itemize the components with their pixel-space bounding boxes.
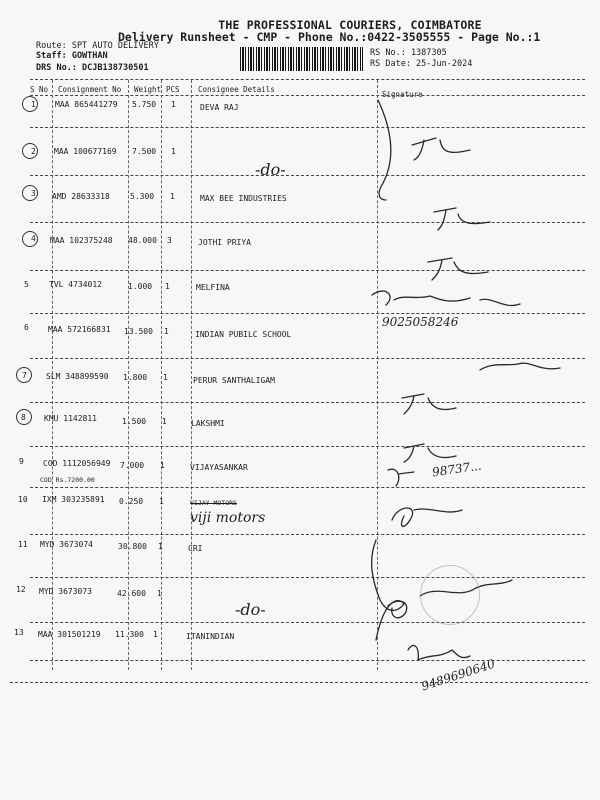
col-consignee: Consignee Details [198,85,275,94]
row-consignee: JOTHI PRIYA [198,238,251,247]
row-consignment: MAA 102375248 [50,236,113,245]
row-consignee-struck: VIJAY MOTORS [190,499,237,507]
row-consignee: MAX BEE INDUSTRIES [200,194,287,203]
row-pcs: 1 [165,282,170,291]
row-sno: 11 [18,540,28,549]
row-weight: 5.750 [132,100,157,109]
row-sno: 13 [14,628,24,637]
row-pcs: 1 [157,589,162,598]
row-sno: 5 [24,280,29,289]
row-sno: 4 [31,234,36,243]
row-consignment: AMD 28633318 [52,192,110,201]
row-weight: 7.500 [132,147,157,156]
row-sno: 6 [24,323,29,332]
col-pcs: PCS [166,85,180,94]
handwritten-phone: 98737... [431,458,483,480]
row-consignment: MAA 572166831 [48,325,111,334]
col-weight: Weight [134,85,162,94]
row-weight: 5.300 [130,192,155,201]
row-sno: 10 [18,495,28,504]
row-pcs: 1 [163,373,168,382]
row-weight: 42.600 [117,589,146,598]
row-consignee: ITANINDIAN [186,632,235,641]
row-weight: 1.800 [123,373,148,382]
row-weight: 13.500 [124,327,153,336]
row-consignment: KMU 1142811 [44,414,97,423]
row-consignee: DEVA RAJ [200,103,239,112]
row-consignee: PERUR SANTHALIGAM [193,376,275,385]
handwritten-phone: 9489690640 [419,656,497,694]
row-consignee: VIJAYASANKAR [190,463,248,472]
row-consignment: MYD 3673073 [39,587,92,596]
col-consignment: Consignment No [58,85,122,94]
row-sno: 2 [31,147,36,156]
handwritten-correction: viji motors [190,510,266,526]
row-pcs: 1 [171,100,176,109]
row-pcs: 1 [160,461,165,470]
col-signature: Signature [382,90,423,99]
row-sno: 3 [31,189,36,198]
rs-number: RS No.: 1387305 [370,48,447,58]
drs-number: DRS No.: DCJB138730501 [36,63,149,73]
row-consignee: INDIAN PUBILC SCHOOL [195,330,292,339]
row-weight: 1.000 [128,282,153,291]
row-pcs: 3 [167,236,172,245]
row-consignment: MYD 3673074 [40,540,93,549]
row-pcs: 1 [158,542,163,551]
row-weight: 48.000 [128,236,157,245]
row-pcs: 1 [159,497,164,506]
row-sno: 12 [16,585,26,594]
row-consignee: LAKSHMI [191,419,225,428]
handwritten-phone: 9025058246 [382,315,459,329]
row-sno: 7 [22,371,27,380]
ditto-mark: -do- [255,160,286,179]
row-weight: 7.000 [120,461,145,470]
row-sno: 1 [31,100,36,109]
col-sno: S No [30,85,49,94]
row-pcs: 1 [162,417,167,426]
row-consignee: MELFINA [196,283,230,292]
row-pcs: 1 [171,147,176,156]
cod-amount: COD Rs.7200.00 [40,476,95,484]
row-consignment: TVL 4734012 [49,280,102,289]
row-weight: 30.800 [118,542,147,551]
row-sno: 9 [19,457,24,466]
rs-date: RS Date: 25-Jun-2024 [370,59,473,69]
row-weight: 1.500 [122,417,147,426]
route-label: Route: SPT AUTO DELIVERY [36,41,159,51]
row-consignment: COD 1112056949 [43,459,111,468]
company-title: THE PROFESSIONAL COURIERS, COIMBATORE [218,18,482,32]
row-weight: 11.300 [115,630,144,639]
ditto-mark: -do- [235,600,266,619]
row-consignment: MAA 100677169 [54,147,117,156]
row-consignment: MAA 865441279 [55,100,118,109]
runsheet-subtitle: Delivery Runsheet - CMP - Phone No.:0422-3505555 - Page No.:1 [118,30,541,44]
row-weight: 0.250 [119,497,144,506]
row-pcs: 1 [153,630,158,639]
row-consignee: CRI [188,544,203,553]
row-consignment: SLM 348899590 [46,372,109,381]
row-pcs: 1 [164,327,169,336]
row-sno: 8 [21,413,26,422]
row-consignment: IXM 303235891 [42,495,105,504]
stamp-seal [420,565,480,625]
staff-label: Staff: GOWTHAN [36,51,108,61]
row-consignment: MAA 301501219 [38,630,101,639]
row-pcs: 1 [170,192,175,201]
